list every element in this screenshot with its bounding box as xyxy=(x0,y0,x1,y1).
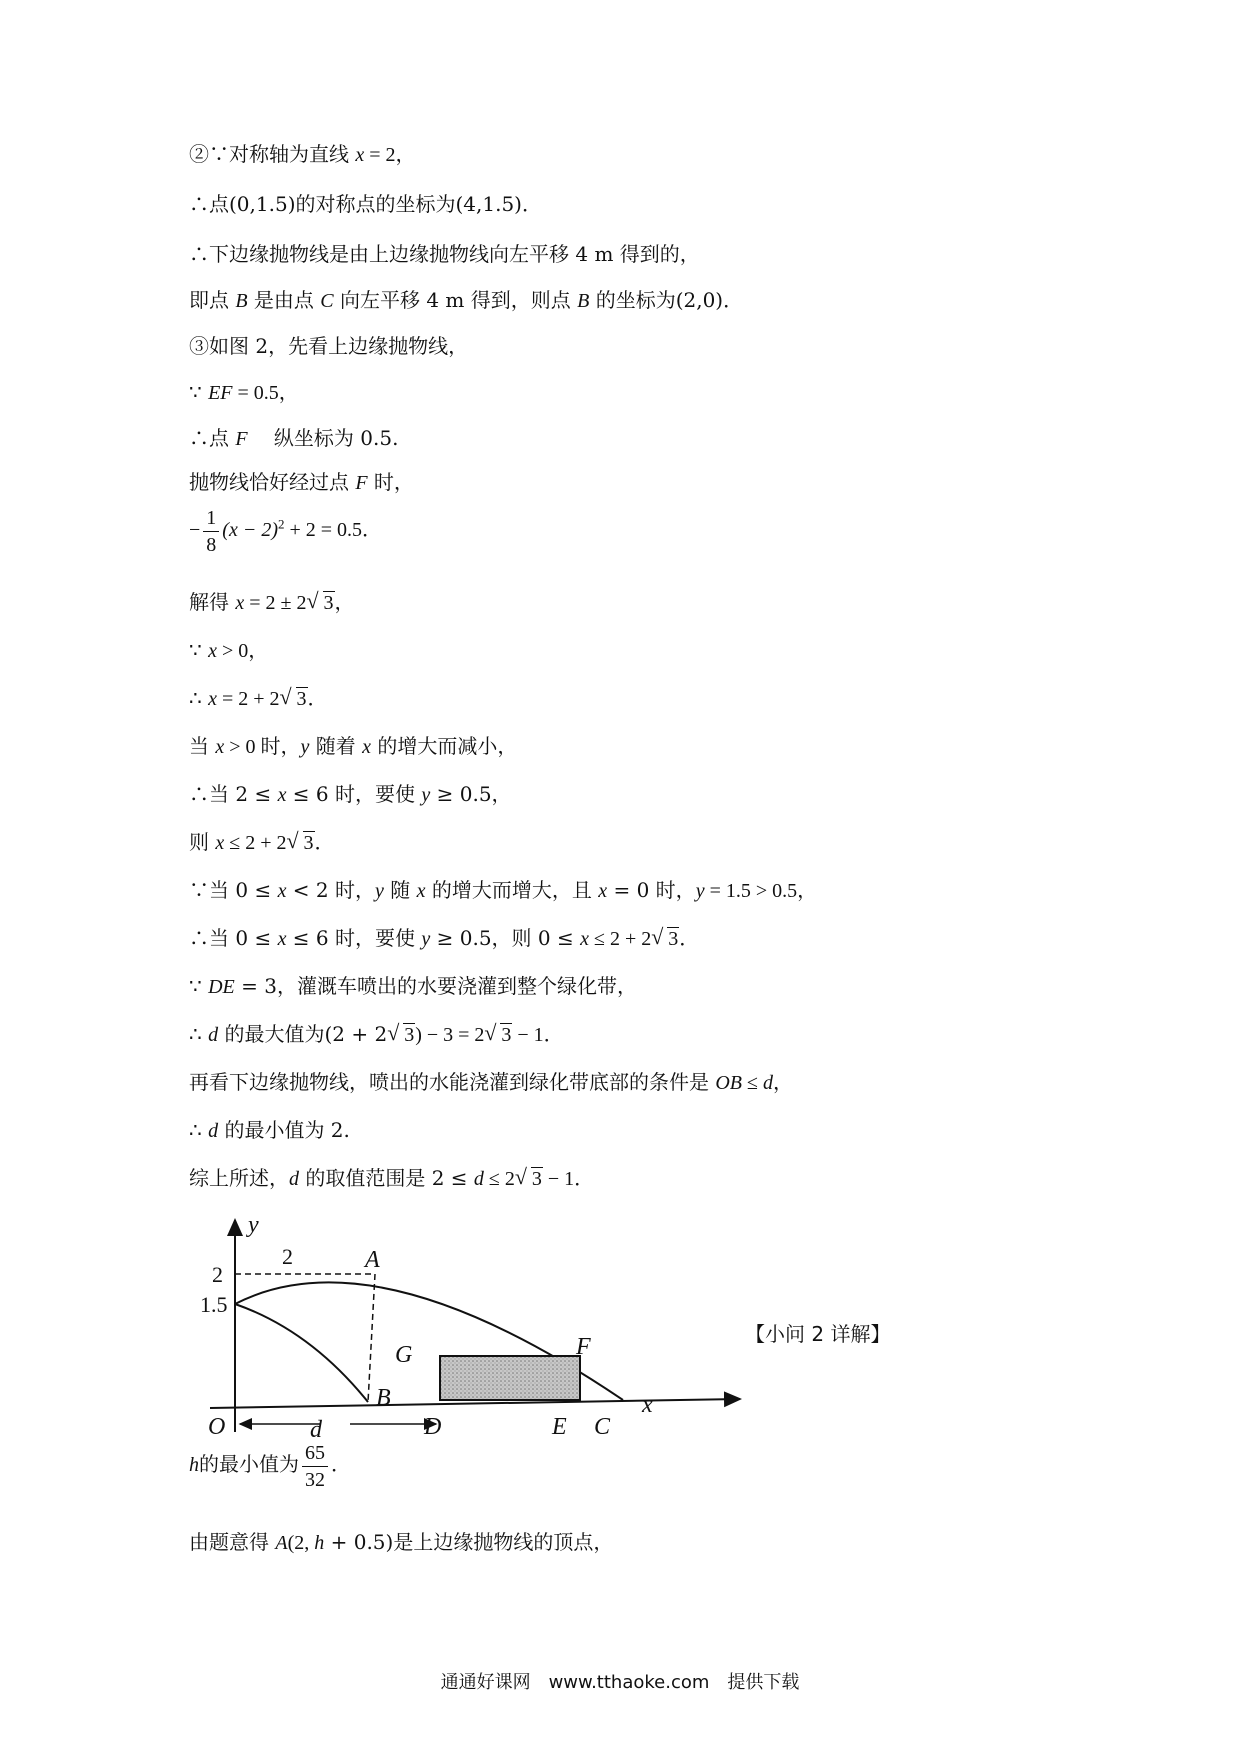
text: ∴点(0,1.5)的对称点的坐标为(4,1.5)． xyxy=(189,192,542,216)
line-19 xyxy=(189,1020,564,1049)
label-2-axis: 2 xyxy=(212,1262,223,1287)
var: d xyxy=(208,1024,219,1046)
var: h xyxy=(189,1454,199,1477)
label-1-5: 1.5 xyxy=(200,1292,228,1317)
text: ， xyxy=(773,1070,794,1094)
line-22 xyxy=(189,1164,594,1193)
fraction-numerator: 1 xyxy=(203,505,219,532)
line-16 xyxy=(189,876,817,905)
line-5 xyxy=(189,332,468,360)
label-A: A xyxy=(365,1247,380,1273)
minus-sign: − xyxy=(189,519,201,542)
text: ≤ 6 时，要使 xyxy=(286,926,422,950)
label-2-dist: 2 xyxy=(282,1244,293,1269)
text: = 2 ± 2 xyxy=(244,592,307,614)
text: ． xyxy=(679,926,700,950)
text: ∵ xyxy=(189,380,209,404)
parabola-diagram xyxy=(200,1212,760,1462)
text: > 0， xyxy=(216,640,269,662)
var: x xyxy=(235,592,245,614)
expr: + 2 = 0.5． xyxy=(284,519,383,542)
text: ≤ 2 + 2 xyxy=(589,928,652,950)
var: d xyxy=(473,1168,484,1190)
var: x xyxy=(208,640,217,662)
text: − 1． xyxy=(542,1168,595,1190)
label-D: D xyxy=(424,1414,442,1440)
text: 抛物线恰好经过点 xyxy=(189,470,356,494)
text: 的增大而增大，且 xyxy=(425,878,599,902)
text: 的最小值为 xyxy=(199,1454,299,1477)
text: ) − 3 = 2 xyxy=(415,1024,485,1046)
footer: 通通好课网 www.tthaoke.com 提供下载 xyxy=(440,1672,800,1693)
text: = 0 时， xyxy=(607,878,696,902)
var: x xyxy=(215,736,225,758)
text: ≤ 6 时，要使 xyxy=(286,782,422,806)
text: ∵ xyxy=(189,974,209,998)
line-1 xyxy=(189,140,416,169)
fraction xyxy=(203,505,219,558)
text: ③如图 2，先看上边缘抛物线， xyxy=(189,334,469,358)
var: y xyxy=(421,928,431,950)
text: > 0 时， xyxy=(224,736,301,758)
text: ∴ xyxy=(189,1118,209,1142)
line-11 xyxy=(189,636,268,665)
text: 时， xyxy=(367,470,414,494)
label-y: y xyxy=(248,1212,259,1238)
text: ≥ 0.5， xyxy=(430,782,512,806)
line-2 xyxy=(189,190,542,218)
expr: (x − 2) xyxy=(222,519,278,542)
label-G: G xyxy=(395,1342,413,1368)
var: x xyxy=(277,784,287,806)
text: ． xyxy=(307,686,328,710)
var: B xyxy=(577,290,590,312)
var: C xyxy=(320,290,334,312)
text: 纵坐标为 0.5. xyxy=(247,426,399,450)
text: ． xyxy=(314,830,335,854)
label-O: O xyxy=(208,1414,226,1440)
fraction-numerator: 65 xyxy=(302,1440,328,1467)
lower-parabola xyxy=(235,1304,368,1402)
text: = 2， xyxy=(364,144,416,166)
var: h xyxy=(314,1532,325,1554)
var: x xyxy=(598,880,608,902)
text: ∵ xyxy=(189,638,209,662)
text: 当 xyxy=(189,734,216,758)
text: ∴当 0 ≤ xyxy=(189,926,278,950)
var: y xyxy=(300,736,310,758)
radicand: 3 xyxy=(323,592,334,614)
var: y xyxy=(375,880,384,902)
text: ∴下边缘抛物线是由上边缘抛物线向左平移 4 m 得到的， xyxy=(189,242,700,266)
line-21 xyxy=(189,1116,350,1145)
label-x: x xyxy=(642,1392,653,1418)
var: F xyxy=(355,472,368,494)
text: < 2 时， xyxy=(286,878,376,902)
text: 解得 xyxy=(189,590,236,614)
var: x xyxy=(277,880,287,902)
text: = 1.5 > 0.5， xyxy=(704,880,818,902)
text: 再看下边缘抛物线，喷出的水能浇灌到绿化带底部的条件是 xyxy=(189,1070,716,1094)
text: + 0.5)是上边缘抛物线的顶点， xyxy=(324,1530,614,1554)
sqrt xyxy=(287,829,315,857)
var: y xyxy=(421,784,431,806)
var: y xyxy=(695,880,705,902)
text: 的坐标为(2,0)． xyxy=(589,288,744,312)
sqrt xyxy=(484,1021,512,1049)
radicand: 3 xyxy=(531,1168,542,1190)
line-13 xyxy=(189,732,517,761)
line-15 xyxy=(189,828,335,857)
var: d xyxy=(289,1168,299,1190)
text: = 2 + 2 xyxy=(216,688,280,710)
line-8 xyxy=(189,468,414,497)
line-4 xyxy=(189,286,743,315)
var: x xyxy=(416,880,426,902)
line-14 xyxy=(189,780,512,809)
text: ≤ 2 xyxy=(483,1168,515,1190)
line-20 xyxy=(189,1068,793,1097)
var: OB xyxy=(715,1072,743,1094)
text: ∴当 2 ≤ xyxy=(189,782,278,806)
line-12 xyxy=(189,684,328,713)
text: ∴点 xyxy=(189,426,236,450)
sqrt xyxy=(387,1021,415,1049)
text: − 1． xyxy=(512,1024,564,1046)
text: 随 xyxy=(383,878,417,902)
var: EF xyxy=(208,382,233,404)
text: ≤ xyxy=(742,1072,764,1094)
var: x xyxy=(215,832,225,854)
text: = 0.5， xyxy=(232,382,299,404)
line-10 xyxy=(189,588,355,617)
label-B: B xyxy=(376,1385,391,1411)
text: 综上所述， xyxy=(189,1166,289,1190)
text: ∴ xyxy=(189,686,209,710)
text: 的取值范围是 2 ≤ xyxy=(299,1166,474,1190)
var: A xyxy=(275,1532,288,1554)
text: ． xyxy=(331,1454,351,1477)
text: 由题意得 xyxy=(189,1530,276,1554)
text: ∵当 0 ≤ xyxy=(189,878,278,902)
text: 即点 xyxy=(189,288,236,312)
text: ∴ xyxy=(189,1022,209,1046)
text: ≥ 0.5，则 0 ≤ xyxy=(430,926,581,950)
text: 的增大而减小， xyxy=(371,734,518,758)
text: 是由点 xyxy=(247,288,321,312)
var: x xyxy=(208,688,217,710)
text: ， xyxy=(334,590,355,614)
green-belt xyxy=(440,1356,580,1400)
text: 的最小值为 2. xyxy=(218,1118,350,1142)
var: x xyxy=(355,144,365,166)
radicand: 3 xyxy=(668,928,679,950)
var: x xyxy=(277,928,287,950)
equation-9 xyxy=(189,505,382,558)
fraction xyxy=(302,1440,328,1493)
equation-23 xyxy=(189,1440,351,1493)
text: (2, xyxy=(287,1532,315,1554)
section-heading: 【小问 2 详解】 xyxy=(745,1322,891,1346)
text: 则 xyxy=(189,830,216,854)
label-E: E xyxy=(552,1414,567,1440)
text: 的最大值为(2 + 2 xyxy=(218,1022,388,1046)
label-C: C xyxy=(594,1414,611,1440)
sqrt xyxy=(280,685,308,713)
text: ②∵对称轴为直线 xyxy=(189,142,356,166)
fraction-denominator: 8 xyxy=(206,534,217,556)
line-7 xyxy=(189,424,398,453)
var: x xyxy=(362,736,372,758)
sqrt xyxy=(651,925,679,953)
fraction-denominator: 32 xyxy=(305,1469,325,1491)
line-24 xyxy=(189,1528,613,1557)
var: x xyxy=(580,928,589,950)
dashed-vertical xyxy=(368,1274,375,1402)
label-F: F xyxy=(576,1334,591,1360)
var: B xyxy=(235,290,248,312)
var: F xyxy=(235,428,248,450)
line-17 xyxy=(189,924,699,953)
text: 随着 xyxy=(309,734,363,758)
sqrt xyxy=(515,1165,543,1193)
var: d xyxy=(763,1072,774,1094)
text: = 3，灌溉车喷出的水要浇灌到整个绿化带， xyxy=(234,974,637,998)
exponent: 2 xyxy=(277,516,285,532)
label-d: d xyxy=(310,1417,322,1443)
radicand: 3 xyxy=(404,1024,415,1046)
radicand: 3 xyxy=(296,688,307,710)
sqrt xyxy=(307,589,335,617)
text: ≤ 2 + 2 xyxy=(224,832,287,854)
radicand: 3 xyxy=(501,1024,512,1046)
var: d xyxy=(208,1120,219,1142)
line-18 xyxy=(189,972,637,1001)
line-6 xyxy=(189,378,299,407)
text: 向左平移 4 m 得到，则点 xyxy=(333,288,578,312)
line-3 xyxy=(189,240,700,268)
radicand: 3 xyxy=(303,832,314,854)
var: DE xyxy=(208,976,235,998)
